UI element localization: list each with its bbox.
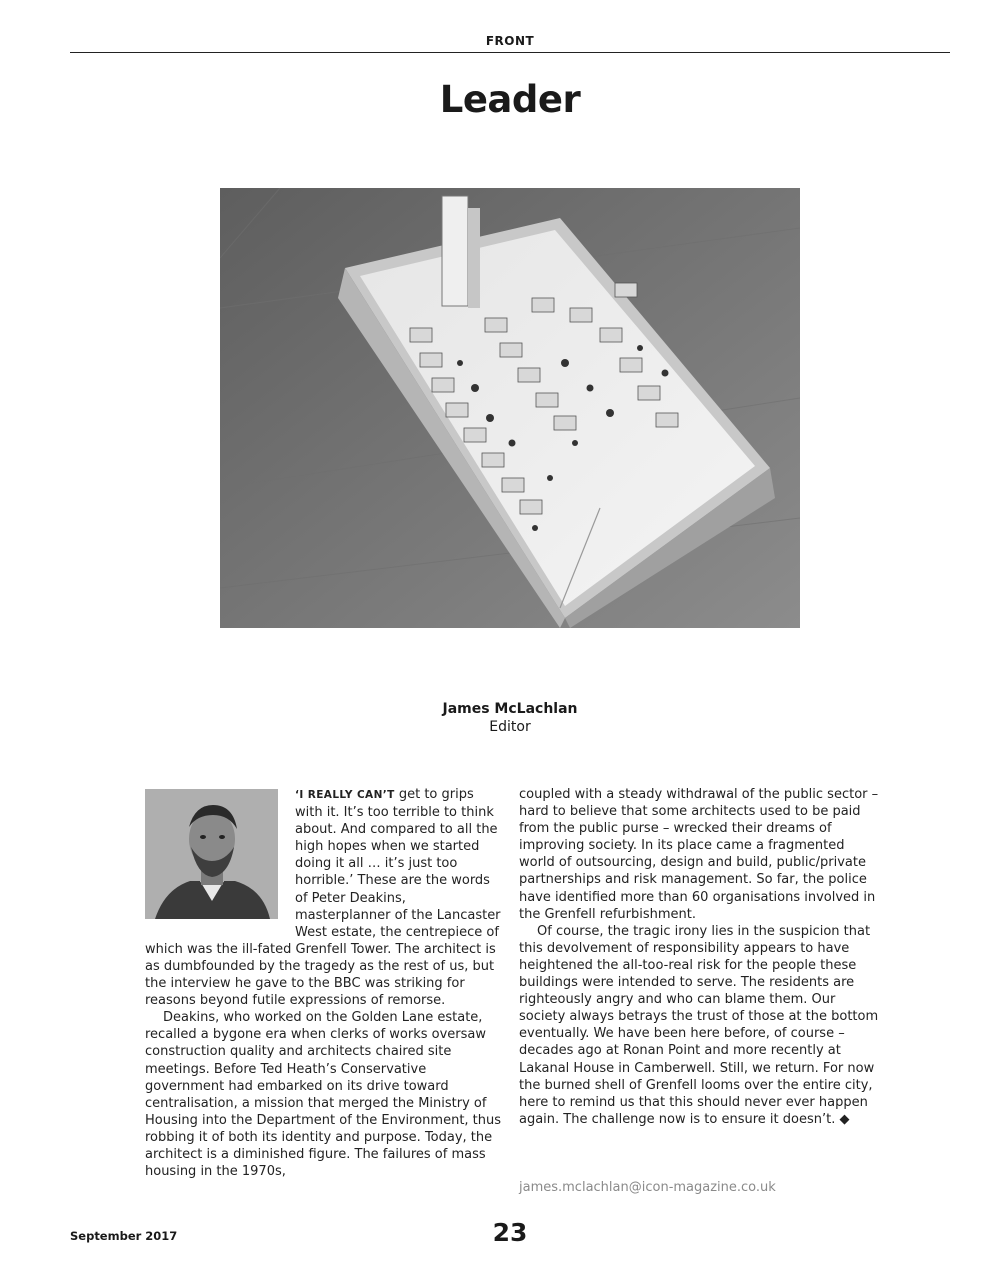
page-number: 23 [492, 1218, 528, 1247]
end-mark-icon: ◆ [835, 1111, 850, 1127]
author-email[interactable]: james.mclachlan@icon-magazine.co.uk [519, 1180, 776, 1195]
lead-in: ‘I REALLY CAN’T [295, 789, 395, 801]
article-column-1 [145, 786, 503, 1180]
paragraph-3 [519, 923, 879, 1128]
issue-date: September 2017 [70, 1229, 178, 1243]
hero-image [220, 188, 800, 628]
section-label: FRONT [485, 34, 535, 48]
architectural-model-photo-icon [220, 188, 800, 628]
portrait-wrap-space [145, 786, 295, 938]
paragraph-2: Deakins, who worked on the Golden Lane estate, recalled a bygone era when clerks of works oversaw construction quality and architects chaired site meetings. Before Ted Heath’s Conservative government had embarked on its drive toward centralisation, a mission that merged the Ministry of Housing into the Department of the Environment, thus robbing it of both its identity and purpose. Today, the architect is a diminished figure. The failures of mass housing in the 1970s, [145, 1010, 502, 1180]
paragraph-3-text: Of course, the tragic irony lies in the suspicion that this devolvement of responsibility appears to have heightened the all-too-real risk for the people these buildings were intended to serve. The residents are righteously angry and who can blame them. Our society always betrays the trust of those at the bottom eventually. We have been here before, of course – decades ago at Ronan Point and more recently at Lakanal House in Camberwell. Still, we return. For now the burned shell of Grenfell looms over the entire city, here to remind us that this should never ever happen again. The challenge now is to ensure it doesn’t. [519, 923, 879, 1127]
paragraph-2-continued: coupled with a steady withdrawal of the public sector – hard to believe that some architects used to be paid from the public purse – wrecked their dreams of improving society. In its place came a fragmented world of outsourcing, design and build, public/private partnerships and risk management. So far, the police have identified more than 60 organisations involved in the Grenfell refurbishment. [519, 787, 879, 922]
header-rule [70, 52, 950, 53]
author-role: Editor [489, 719, 531, 735]
page-title: Leader [439, 78, 581, 121]
author-name: James McLachlan [442, 701, 578, 717]
paragraph-1-text: get to grips with it. It’s too terrible to think about. And compared to all the high hopes when we started doing it all … it’s just too horrible.’ These are the words of Peter Deakins, masterplanner of the Lancaster West estate, the centrepiece of which was the ill-fated Grenfell Tower. The architect is as dumbfounded by the tragedy as the rest of us, but the interview he gave to the BBC was striking for reasons beyond futile expressions of remorse. [145, 787, 501, 1009]
article-column-2 [519, 786, 879, 1128]
byline [0, 700, 994, 736]
